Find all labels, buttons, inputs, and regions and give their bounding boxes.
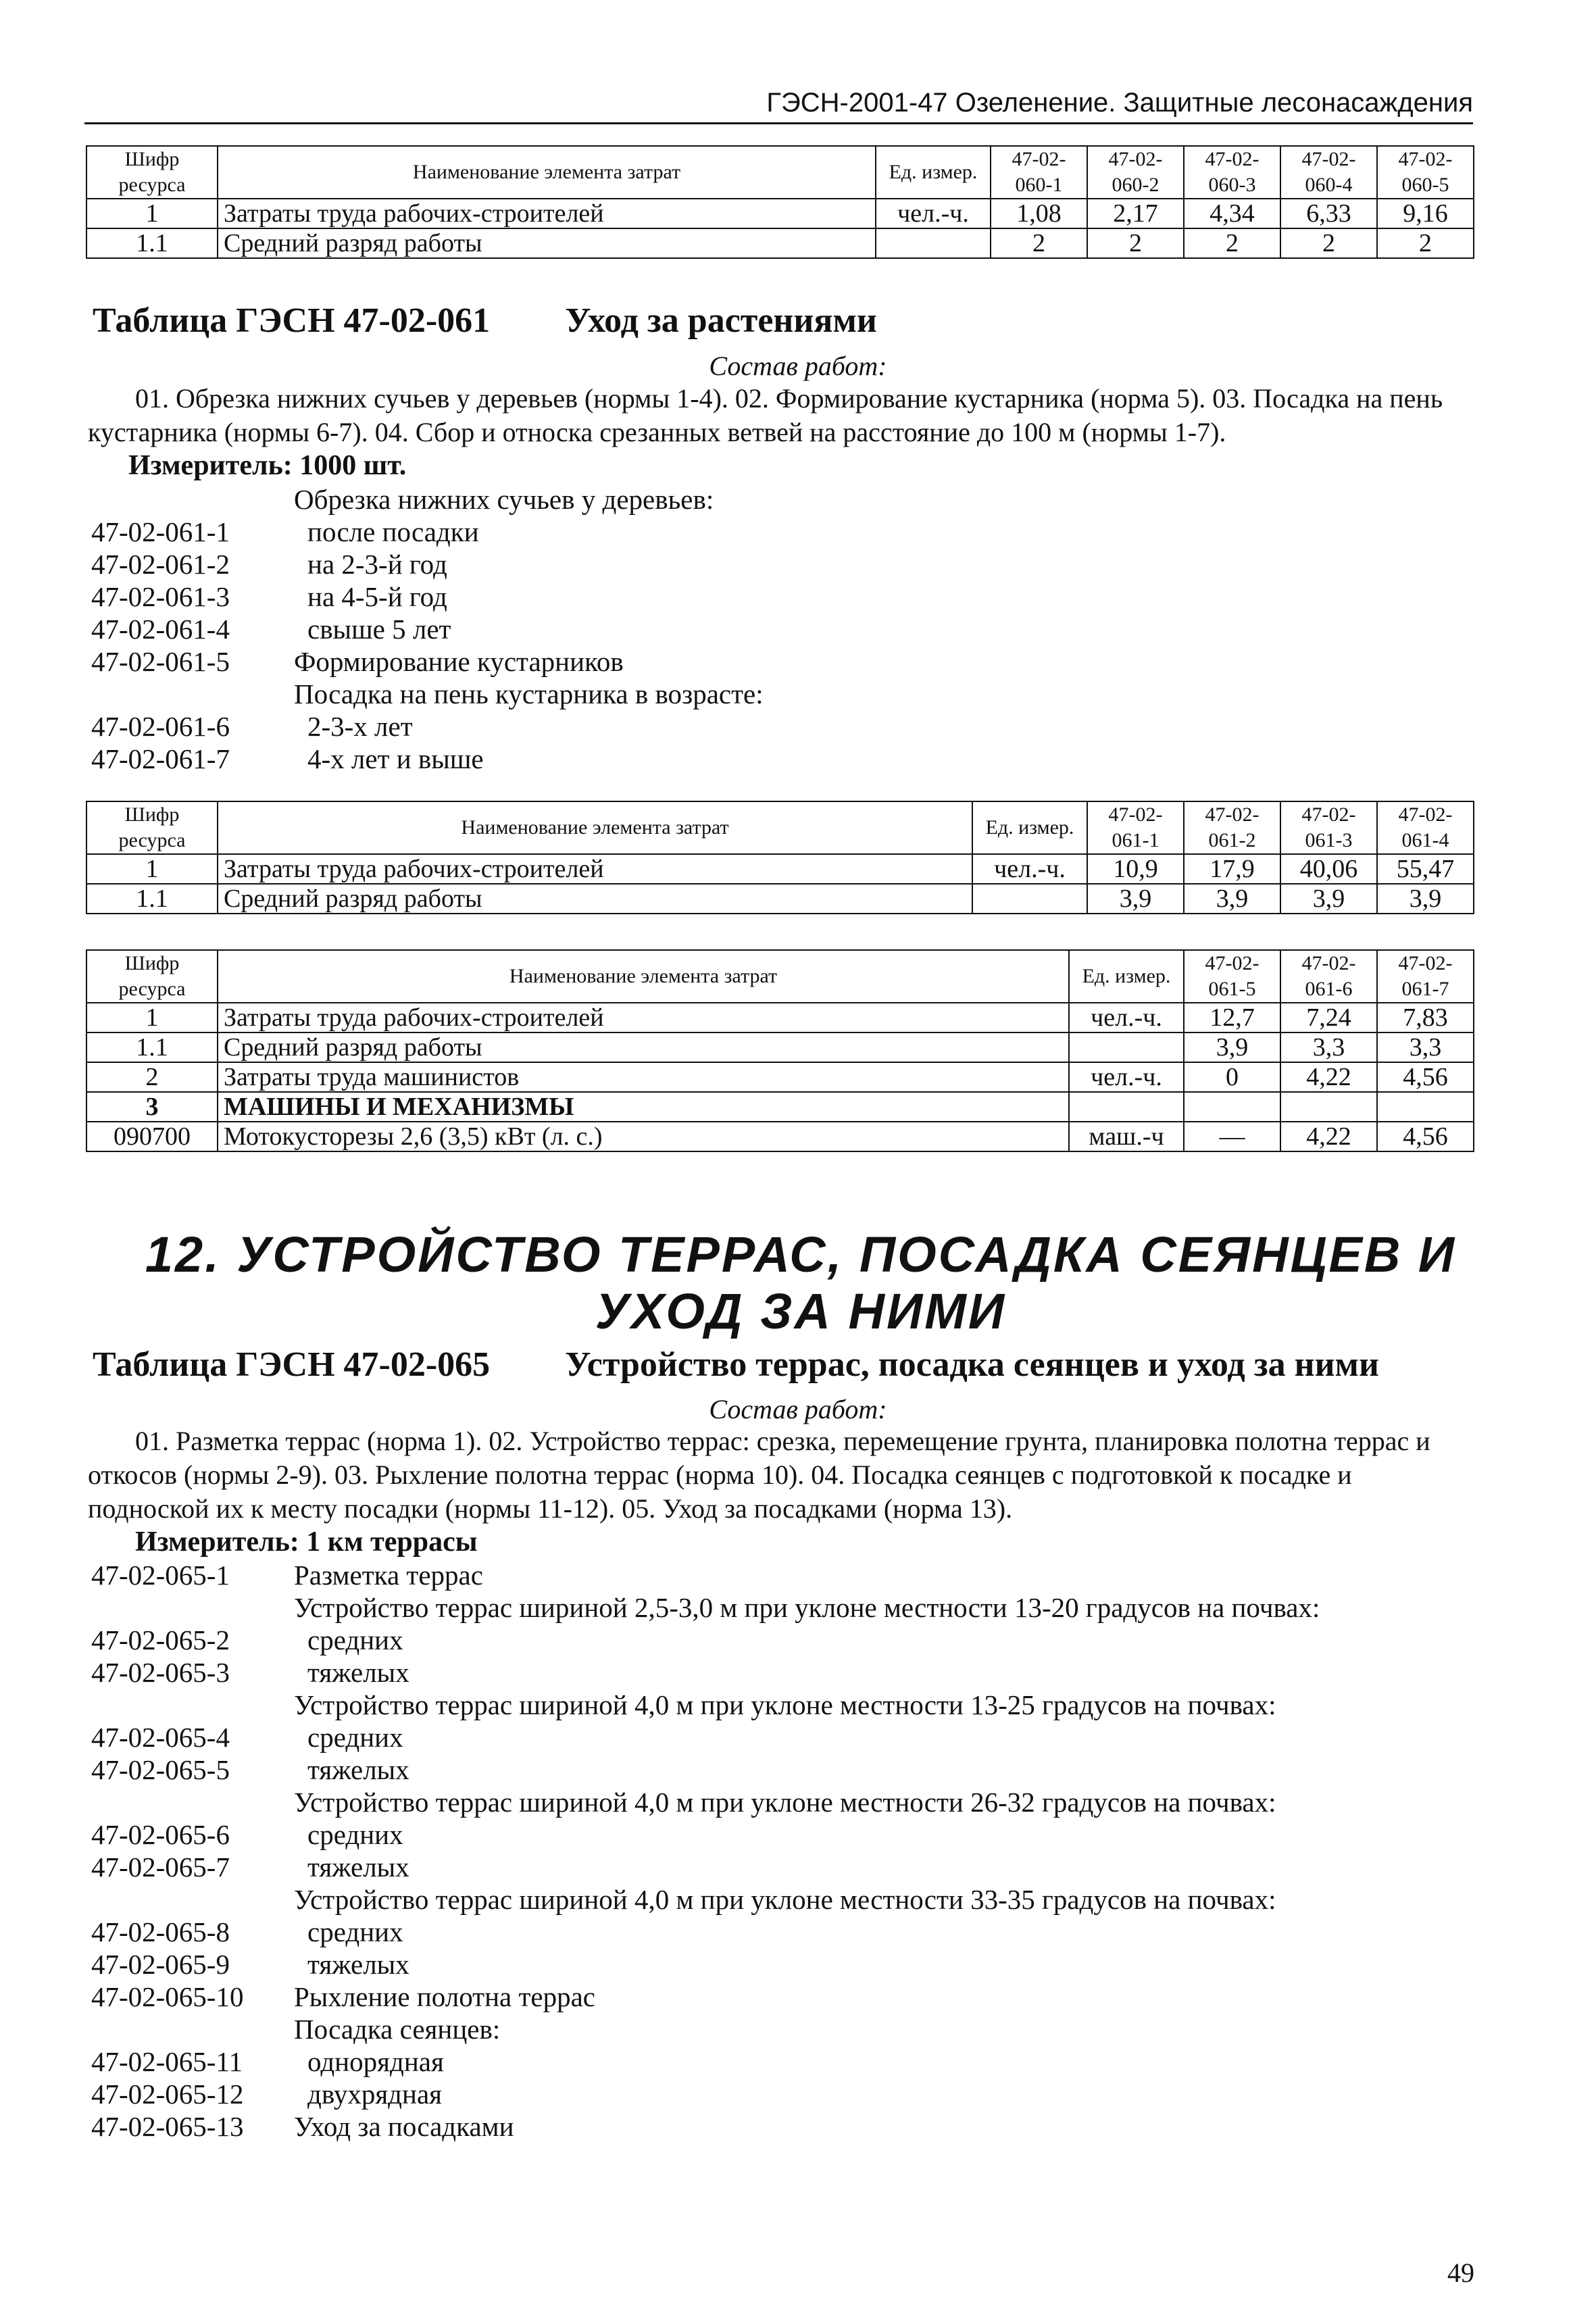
row-code: 1: [86, 1003, 218, 1032]
table-label: Таблица ГЭСН 47-02-061: [93, 301, 491, 340]
table-row: [86, 199, 1474, 228]
norm-text: 4-х лет и выше: [307, 743, 484, 774]
norm-code: 47-02-061-2: [91, 549, 230, 580]
list-item: [91, 1948, 1320, 1981]
col-name-header: Наименование элемента затрат: [218, 146, 876, 199]
row-value: 12,7: [1184, 1003, 1280, 1032]
list-item: [91, 710, 764, 743]
norm-code: 47-02-065-10: [91, 1981, 244, 2012]
norm-text: Устройство террас шириной 4,0 м при уклоне местности 13-25 градусов на почвах:: [294, 1689, 1276, 1720]
norm-text: после посадки: [307, 516, 479, 547]
norm-header: 47-02- 060-4: [1280, 146, 1377, 199]
norm-header: 47-02- 060-5: [1377, 146, 1474, 199]
norm-header: 47-02- 061-3: [1280, 801, 1377, 854]
table-header-row: [86, 950, 1474, 1003]
list-item: [91, 2013, 1320, 2045]
norm-text: Устройство террас шириной 4,0 м при уклоне местности 26-32 градусов на почвах:: [294, 1787, 1276, 1818]
row-value: 4,56: [1377, 1062, 1474, 1092]
norm-code: 47-02-061-3: [91, 581, 230, 612]
row-value: 2: [1087, 228, 1184, 258]
row-name: Средний разряд работы: [218, 1032, 1069, 1062]
row-value: 1,08: [991, 199, 1087, 228]
norm-text: средних: [307, 1916, 403, 1947]
row-code: 1: [86, 199, 218, 228]
row-value: 40,06: [1280, 854, 1377, 884]
row-unit: [972, 884, 1087, 914]
norm-header: 47-02- 061-4: [1377, 801, 1474, 854]
table-header-row: [86, 146, 1474, 199]
row-value: 2: [991, 228, 1087, 258]
norm-text: средних: [307, 1624, 403, 1656]
norm-text: тяжелых: [307, 1754, 409, 1785]
norm-text: Рыхление полотна террас: [294, 1981, 595, 2012]
norm-code: 47-02-061-6: [91, 711, 230, 742]
row-value: 3,9: [1184, 884, 1280, 914]
list-item: [91, 1818, 1320, 1851]
norm-list-065: [91, 1559, 1320, 2143]
norm-code: 47-02-065-1: [91, 1560, 230, 1591]
norm-code: [91, 1786, 294, 1818]
norm-text: на 4-5-й год: [307, 581, 447, 612]
list-item: [91, 1883, 1320, 1916]
table-label: Таблица ГЭСН 47-02-065: [93, 1345, 491, 1384]
row-name: Средний разряд работы: [218, 228, 876, 258]
row-value: 2: [1377, 228, 1474, 258]
row-value: 4,34: [1184, 199, 1280, 228]
row-unit: [1069, 1032, 1184, 1062]
row-code: 1.1: [86, 884, 218, 914]
norm-code: 47-02-065-11: [91, 2046, 243, 2077]
row-value: —: [1184, 1122, 1280, 1151]
norm-text: однорядная: [307, 2046, 444, 2077]
list-item: [91, 678, 764, 710]
resource-table-060: [86, 145, 1474, 259]
list-item: [91, 1916, 1320, 1948]
norm-header: 47-02- 061-7: [1377, 950, 1474, 1003]
row-unit: чел.-ч.: [972, 854, 1087, 884]
norm-text: 2-3-х лет: [307, 711, 413, 742]
row-value: [1377, 1092, 1474, 1122]
row-name: Затраты труда рабочих-строителей: [218, 199, 876, 228]
measure-unit: Измеритель: 1000 шт.: [128, 450, 407, 481]
row-unit: [876, 228, 991, 258]
list-item: [91, 2045, 1320, 2078]
norm-code: 47-02-065-13: [91, 2111, 244, 2142]
col-name-header: Наименование элемента затрат: [218, 801, 972, 854]
list-item: [91, 1559, 1320, 1591]
norm-code: 47-02-065-12: [91, 2078, 244, 2110]
norm-text: двухрядная: [307, 2078, 443, 2110]
norm-text: Обрезка нижних сучьев у деревьев:: [294, 484, 714, 515]
list-item: [91, 613, 764, 645]
table-name: Устройство террас, посадка сеянцев и уход за ними: [565, 1345, 1379, 1384]
table-row: [86, 228, 1474, 258]
table-row: [86, 1092, 1474, 1122]
table-row: [86, 1122, 1474, 1151]
norm-code: 47-02-065-9: [91, 1949, 230, 1980]
row-unit: [1069, 1092, 1184, 1122]
norm-text: тяжелых: [307, 1949, 409, 1980]
norm-code: [91, 2013, 294, 2045]
norm-text: Устройство террас шириной 4,0 м при уклоне местности 33-35 градусов на почвах:: [294, 1884, 1276, 1915]
row-value: 4,22: [1280, 1122, 1377, 1151]
norm-text: Устройство террас шириной 2,5-3,0 м при уклоне местности 13-20 градусов на почвах:: [294, 1592, 1320, 1623]
table-row: [86, 884, 1474, 914]
row-name: Мотокусторезы 2,6 (3,5) кВт (л. с.): [218, 1122, 1069, 1151]
row-value: 0: [1184, 1062, 1280, 1092]
row-value: 3,9: [1184, 1032, 1280, 1062]
row-value: 7,83: [1377, 1003, 1474, 1032]
section-heading: [108, 1226, 1493, 1340]
norm-code: 47-02-065-3: [91, 1657, 230, 1688]
norm-text: на 2-3-й год: [307, 549, 447, 580]
col-name-header: Наименование элемента затрат: [218, 950, 1069, 1003]
page-number: 49: [1447, 2258, 1474, 2288]
row-value: 3,3: [1377, 1032, 1474, 1062]
norm-text: средних: [307, 1819, 403, 1850]
list-item: [91, 1753, 1320, 1786]
sostav-label: Состав работ:: [709, 351, 887, 381]
row-value: 7,24: [1280, 1003, 1377, 1032]
row-code: 090700: [86, 1122, 218, 1151]
norm-code: 47-02-065-7: [91, 1851, 230, 1883]
norm-code: [91, 1883, 294, 1916]
sostav-label: Состав работ:: [709, 1394, 887, 1424]
list-item: [91, 1656, 1320, 1689]
norm-text: свыше 5 лет: [307, 614, 451, 645]
norm-code: 47-02-061-5: [91, 646, 230, 677]
row-value: 6,33: [1280, 199, 1377, 228]
list-item: [91, 1851, 1320, 1883]
row-name: Затраты труда рабочих-строителей: [218, 854, 972, 884]
list-item: [91, 483, 764, 516]
work-description: 01. Обрезка нижних сучьев у деревьев (нормы 1-4). 02. Формирование кустарника (норма 5). 03. Посадка на пень кустарника (нормы 6-7). 04. Сбор и относка срезанных ветвей на расстояние до 100 м (нормы 1-7).: [88, 383, 1443, 447]
col-code-header: Шифр ресурса: [86, 146, 218, 199]
norm-header: 47-02- 061-1: [1087, 801, 1184, 854]
section-heading-line: 12. УСТРОЙСТВО ТЕРРАС, ПОСАДКА СЕЯНЦЕВ И: [145, 1226, 1457, 1283]
list-item: [91, 743, 764, 775]
row-value: 4,22: [1280, 1062, 1377, 1092]
row-name: Затраты труда рабочих-строителей: [218, 1003, 1069, 1032]
col-code-header: Шифр ресурса: [86, 950, 218, 1003]
table-row: [86, 1062, 1474, 1092]
row-value: 2: [1280, 228, 1377, 258]
resource-table-061b: [86, 949, 1474, 1152]
table-title-065: [93, 1345, 1379, 1385]
norm-text: Разметка террас: [294, 1560, 483, 1591]
norm-code: 47-02-065-8: [91, 1916, 230, 1947]
list-item: [91, 1981, 1320, 2013]
row-unit: чел.-ч.: [1069, 1062, 1184, 1092]
row-value: 3,9: [1087, 884, 1184, 914]
norm-header: 47-02- 061-5: [1184, 950, 1280, 1003]
col-unit-header: Ед. измер.: [876, 146, 991, 199]
norm-code: [91, 678, 294, 710]
row-unit: маш.-ч: [1069, 1122, 1184, 1151]
norm-code: 47-02-065-2: [91, 1624, 230, 1656]
resource-table-061a: [86, 801, 1474, 914]
norm-code: 47-02-061-1: [91, 516, 230, 547]
table-title-061: [93, 301, 877, 341]
norm-code: 47-02-065-5: [91, 1754, 230, 1785]
col-unit-header: Ед. измер.: [972, 801, 1087, 854]
col-code-header: Шифр ресурса: [86, 801, 218, 854]
row-name: МАШИНЫ И МЕХАНИЗМЫ: [218, 1092, 1069, 1122]
norm-text: Уход за посадками: [294, 2111, 514, 2142]
norm-code: 47-02-065-4: [91, 1722, 230, 1753]
running-header: ГЭСН-2001-47 Озеленение. Защитные лесонасаждения: [84, 88, 1473, 124]
norm-text: тяжелых: [307, 1851, 409, 1883]
norm-header: 47-02- 060-2: [1087, 146, 1184, 199]
norm-header: 47-02- 060-1: [991, 146, 1087, 199]
list-item: [91, 645, 764, 678]
row-value: 2: [1184, 228, 1280, 258]
table-header-row: [86, 801, 1474, 854]
row-unit: чел.-ч.: [1069, 1003, 1184, 1032]
list-item: [91, 2078, 1320, 2110]
row-value: 9,16: [1377, 199, 1474, 228]
row-code: 3: [86, 1092, 218, 1122]
table-name: Уход за растениями: [565, 301, 877, 340]
row-code: 1.1: [86, 1032, 218, 1062]
list-item: [91, 1591, 1320, 1624]
norm-text: Посадка на пень кустарника в возрасте:: [294, 678, 764, 710]
row-value: 3,9: [1377, 884, 1474, 914]
list-item: [91, 548, 764, 580]
norm-code: [91, 483, 294, 516]
row-value: 3,9: [1280, 884, 1377, 914]
row-value: [1280, 1092, 1377, 1122]
list-item: [91, 580, 764, 613]
work-description: 01. Разметка террас (норма 1). 02. Устройство террас: срезка, перемещение грунта, планировка полотна террас и откосов (нормы 2-9). 03. Рыхление полотна террас (норма 10). 04. Посадка сеянцев с подготовкой к посадке и подноской их к месту посадки (нормы 11-12). 05. Уход за посадками (норма 13).: [88, 1426, 1430, 1524]
row-value: [1184, 1092, 1280, 1122]
norm-header: 47-02- 061-2: [1184, 801, 1280, 854]
table-row: [86, 1032, 1474, 1062]
row-name: Средний разряд работы: [218, 884, 972, 914]
section-heading-line: УХОД ЗА НИМИ: [595, 1283, 1007, 1339]
norm-code: 47-02-065-6: [91, 1819, 230, 1850]
row-value: 10,9: [1087, 854, 1184, 884]
norm-header: 47-02- 060-3: [1184, 146, 1280, 199]
list-item: [91, 1721, 1320, 1753]
row-code: 1.1: [86, 228, 218, 258]
norm-code: [91, 1591, 294, 1624]
list-item: [91, 1624, 1320, 1656]
row-unit: чел.-ч.: [876, 199, 991, 228]
table-row: [86, 854, 1474, 884]
row-value: 17,9: [1184, 854, 1280, 884]
row-value: 55,47: [1377, 854, 1474, 884]
norm-code: 47-02-061-4: [91, 614, 230, 645]
norm-text: Посадка сеянцев:: [294, 2014, 501, 2045]
row-code: 1: [86, 854, 218, 884]
row-name: Затраты труда машинистов: [218, 1062, 1069, 1092]
row-value: 4,56: [1377, 1122, 1474, 1151]
norm-text: средних: [307, 1722, 403, 1753]
list-item: [91, 1786, 1320, 1818]
norm-list-061: [91, 483, 764, 775]
list-item: [91, 2110, 1320, 2143]
norm-code: [91, 1689, 294, 1721]
row-value: 3,3: [1280, 1032, 1377, 1062]
list-item: [91, 1689, 1320, 1721]
row-code: 2: [86, 1062, 218, 1092]
norm-header: 47-02- 061-6: [1280, 950, 1377, 1003]
norm-code: 47-02-061-7: [91, 743, 230, 774]
list-item: [91, 516, 764, 548]
row-value: 2,17: [1087, 199, 1184, 228]
table-row: [86, 1003, 1474, 1032]
measure-unit: Измеритель: 1 км террасы: [135, 1526, 478, 1558]
norm-text: Формирование кустарников: [294, 646, 624, 677]
norm-text: тяжелых: [307, 1657, 409, 1688]
col-unit-header: Ед. измер.: [1069, 950, 1184, 1003]
